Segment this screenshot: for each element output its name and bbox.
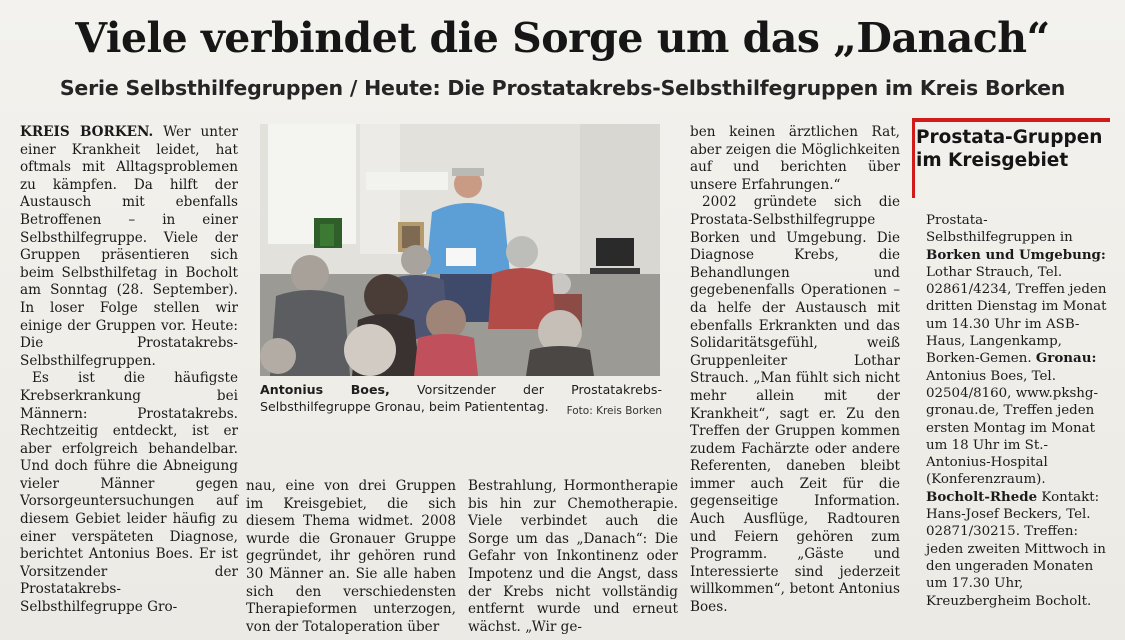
- article-paragraph: KREIS BORKEN. Wer unter einer Krankheit leidet, hat oftmals mit Alltagsproblemen zu kämpfen. Da hilft der Austausch mit ebenfalls Betroffenen – in einer Selbsthilfegruppe. Viele der Gruppen präsentieren sich beim Selbsthilfetag in Bocholt am Sonntag (28. September). In loser Folge stellen wir einige der Gruppen vor. Heute: Die Prostatakrebs-Selbsthilfegruppen.: [20, 124, 238, 369]
- speaker-paper: [446, 248, 476, 266]
- projector: [596, 238, 634, 266]
- article-paragraph: nau, eine von drei Gruppen im Kreisgebiet, die sich diesem Thema widmet. 2008 wurde die Gronauer Gruppe gegründet, ihr gehören rund 30 Männer an. Sie alle haben sich den verschiedensten Therapieformen unterzogen, von der Totaloperation über: [246, 478, 456, 635]
- info-box-text: Prostata-Selbsthilfegruppen in Borken und Umgebung: Lothar Strauch, Tel. 02861/4234, Treffen jeden dritten Dienstag im Monat um 14.30 Uhr im ASB-Haus, Langenkamp, Borken-Gemen. Gronau: Antonius Boes, Tel. 02504/8160, www.pkshg-gronau.de, Treffen jeden ersten Montag im Monat um 18 Uhr im St.-Antonius-Hospital (Konferenzraum). Bocholt-Rhede Kontakt: Hans-Josef Beckers, Tel. 02871/30215. Treffen: jeden zweiten Mittwoch in den ungeraden Monaten um 17.30 Uhr, Kreuzbergheim Bocholt.: [926, 213, 1107, 609]
- article-photo: [260, 124, 660, 376]
- article-column-1: [20, 124, 238, 617]
- article-subheadline: Serie Selbsthilfegruppen / Heute: Die Prostatakrebs-Selbsthilfegruppen im Kreis Borken: [59, 76, 1066, 100]
- info-box-rule: [912, 118, 1110, 122]
- article-paragraph: ben keinen ärztlichen Rat, aber zeigen die Möglichkeiten auf und berichten über unsere Erfahrungen.“: [690, 124, 900, 193]
- photo-illustration: [260, 124, 660, 376]
- article-paragraph: Es ist die häufigste Krebserkrankung bei Männern: Prostatakrebs. Rechtzeitig entdeckt, ist er aber erfolgreich behandelbar. Und doch führe die Abneigung vieler Männer gegen Vorsorgeuntersuchungen auf diesem Gebiet leider häufig zu einer verspäteten Diagnose, berichtet Antonius Boes. Er ist Vorsitzender der Prostatakrebs-Selbsthilfegruppe Gro-: [20, 370, 238, 616]
- caption-text: Vorsitzender der Prostatakrebs-Selbsthilfegruppe Gronau, beim Patiententag.: [260, 382, 662, 414]
- photo-credit: Foto: Kreis Borken: [566, 405, 662, 417]
- article-headline: Viele verbindet die Sorge um das „Danach“: [75, 14, 1050, 62]
- group-bocholt-label: Bocholt-Rhede: [926, 488, 1038, 505]
- group-gronau-label: Gronau:: [1035, 350, 1097, 367]
- article-column-2: [246, 478, 456, 636]
- caption-name: Antonius Boes,: [260, 382, 390, 397]
- dateline: KREIS BORKEN.: [20, 124, 154, 140]
- article-column-3: [468, 478, 678, 636]
- group-borken-label: Borken und Umgebung:: [926, 246, 1106, 263]
- article-column-4: [690, 124, 900, 617]
- photo-window: [268, 124, 356, 244]
- info-box-title: Prostata-Gruppen im Kreisgebiet: [916, 127, 1103, 171]
- article-paragraph: Bestrahlung, Hormontherapie bis hin zur Chemotherapie. Viele verbindet auch die Sorge um das „Danach“: Die Gefahr von Inkontinenz oder Impotenz und die Angst, dass der Krebs nicht vollständig entfernt wurde und erneut wächst. „Wir ge-: [468, 478, 678, 635]
- info-box: [912, 118, 1110, 616]
- article-paragraph: 2002 gründete sich die Prostata-Selbsthilfegruppe Borken und Umgebung. Die Diagnose Krebs, die Behandlungen und gegebenenfalls Operationen – da helfe der Austausch mit ebenfalls Erkrankten und das Solidaritätsgefühl, weiß Gruppenleiter Lothar Strauch. „Man fühlt sich nicht mehr allein mit der Krankheit“, sagt er. Zu den Treffen der Gruppen kommen zudem Fachärzte oder andere Referenten, daneben bleibt immer auch Zeit für die gegenseitige Information. Auch Ausflüge, Radtouren und Feiern gehören zum Programm. „Gäste und Interessierte sind jederzeit willkommen“, betont Antonius Boes.: [690, 194, 900, 616]
